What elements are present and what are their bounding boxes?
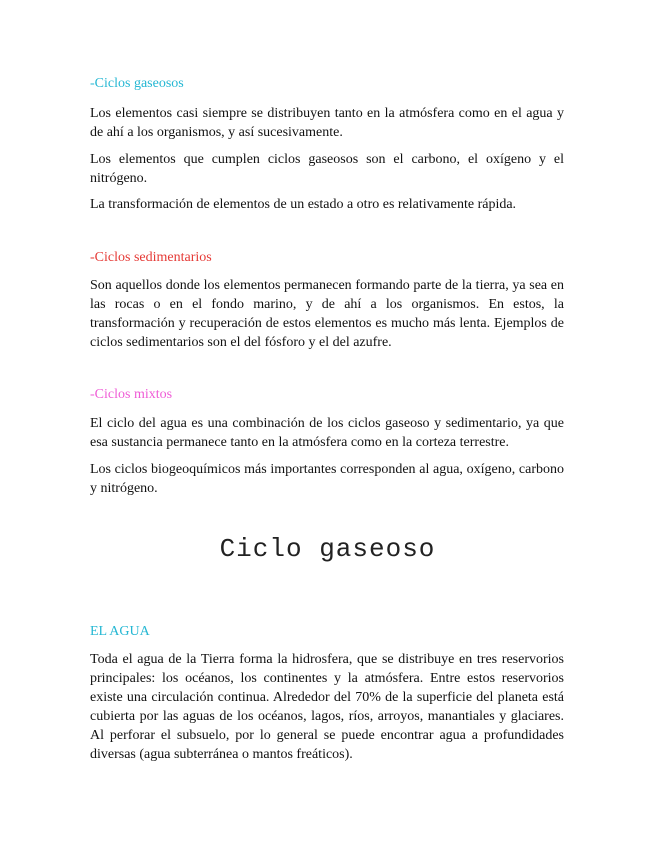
paragraph-el-agua: Toda el agua de la Tierra forma la hidrosfera, que se distribuye en tres reservorios principales: los océanos, los continentes y la atmósfera. Entre estos reservorios existe una circulación continua. Alrededor del 70% de la superficie del planeta está cubierta por las aguas de los océanos, lagos, ríos, arroyos, manantiales y glaciares. Al perforar el subsuelo, por lo general se puede encontrar agua a profundidades diversas (agua subterránea o mantos freáticos). [90, 652, 564, 762]
paragraph-mixtos-2: Los ciclos biogeoquímicos más importantes corresponden al agua, oxígeno, carbono y nitrógeno. [90, 462, 564, 496]
heading-ciclos-sedimentarios: -Ciclos sedimentarios [90, 250, 212, 265]
heading-ciclos-mixtos: -Ciclos mixtos [90, 387, 173, 402]
paragraph-gaseosos-3: La transformación de elementos de un estado a otro es relativamente rápida. [90, 197, 517, 212]
paragraph-sedimentarios-1: Son aquellos donde los elementos permanecen formando parte de la tierra, ya sea en las rocas o en el fondo marino, y de ahí a los organismos. En estos, la transformación y recuperación de estos elementos es mucho más lenta. Ejemplos de ciclos sedimentarios son el del fósforo y el del azufre. [90, 278, 564, 350]
heading-ciclos-gaseosos: -Ciclos gaseosos [90, 76, 184, 91]
paragraph-mixtos-1: El ciclo del agua es una combinación de los ciclos gaseoso y sedimentario, ya que esa sustancia permanece tanto en la atmósfera como en la corteza terrestre. [90, 416, 564, 450]
heading-el-agua: EL AGUA [90, 624, 150, 639]
paragraph-gaseosos-2: Los elementos que cumplen ciclos gaseosos son el carbono, el oxígeno y el nitrógeno. [90, 152, 564, 186]
paragraph-gaseosos-1: Los elementos casi siempre se distribuyen tanto en la atmósfera como en el agua y de ahí a los organismos, y así sucesivamente. [90, 106, 564, 140]
big-title-ciclo-gaseoso: Ciclo gaseoso [219, 534, 436, 564]
